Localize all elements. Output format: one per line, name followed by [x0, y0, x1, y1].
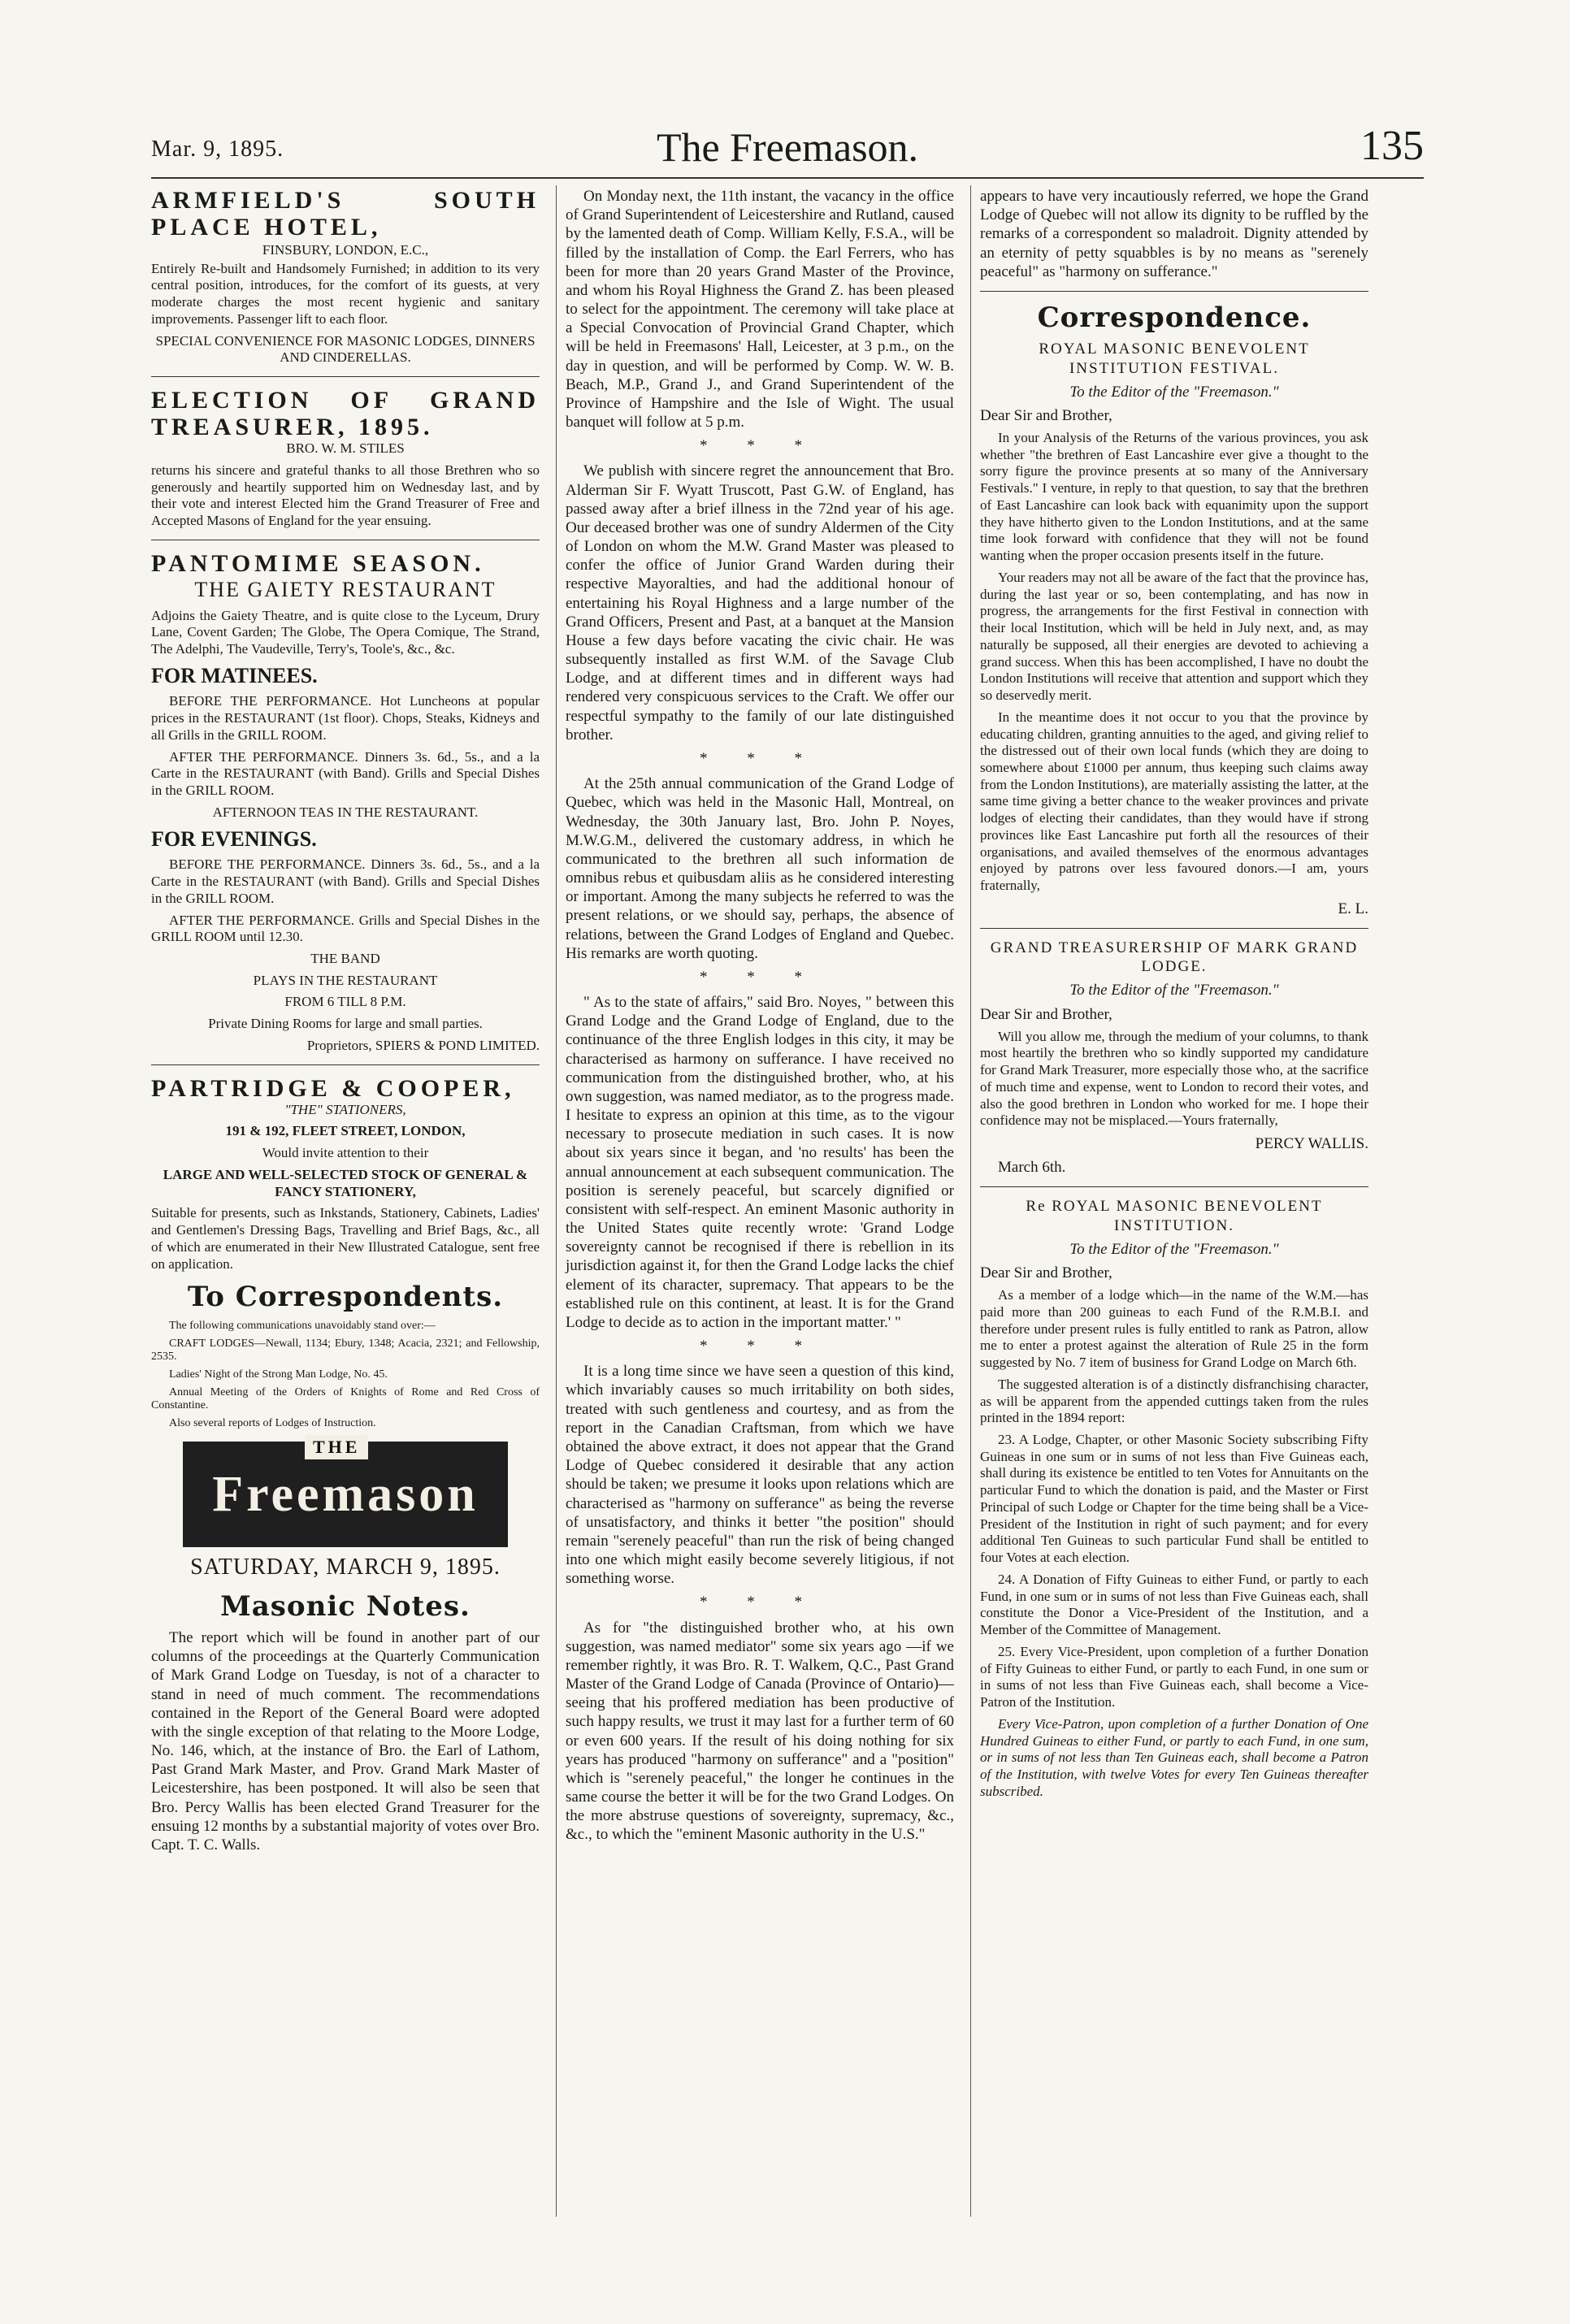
pantomime-title: PANTOMIME SEASON.	[151, 549, 485, 577]
armfield-advert	[151, 187, 540, 366]
rule-clause: 23. A Lodge, Chapter, or other Masonic Society subscribing Fifty Guineas in one sum or in sums of not less than Five Guineas each, shall during its existence be entitled to ten Votes for Annuitants on the particular Fund to which the donation is paid, and the Master or First Principal of such Lodge or Chapter for the time being shall be a Vice-President of the Institution in right of such payment; and for every additional Ten Guineas to such particular Fund shall be entitled to four Votes at each election.	[980, 1432, 1368, 1566]
section-stars: * * *	[700, 437, 820, 455]
divider	[151, 1064, 540, 1065]
article-paragraph: appears to have very incautiously referred, we hope the Grand Lodge of Quebec will not allow its dignity to be ruffled by the remarks of a correspondent so maladroit. Dignity attended by an eternity of petty squabbles is by no means as "serenely peaceful" as "harmony on sufferance."	[980, 188, 1368, 280]
article-paragraph: " As to the state of affairs," said Bro. Noyes, " between this Grand Lodge and the Grand Lodge of England, due to the continuance of the three English lodges in this city, it may be characterised as harmony on sufferance. I have received no communication from the distinguished brother, who, at his own suggestion, was named mediator, as to the progress made. I hesitate to express an opinion at this time, as to the vigour necessary to prosecute mediation in such cases. It is now about six years since it began, and 'no results' has been the annual announcement at each subsequent communication. The position is serenely peaceful, but scarcely dignified or consistent with self-respect. An eminent Masonic authority in the United States quite recently wrote: 'Grand Lodge sovereignty cannot be recognised if there is rebellion in its jurisdiction against it, for then the Grand Lodge lacks the chief element of its character, supremacy. That appears to be the established rule on this continent, at least. It is for the Grand Lodge to decide as to action in the important matter.' "	[566, 994, 954, 1331]
letter-addressee: To the Editor of the "Freemason."	[1069, 1240, 1279, 1258]
issue-date-header: Mar. 9, 1895.	[151, 137, 284, 162]
column-1	[151, 187, 540, 1859]
armfield-title: ARMFIELD'S SOUTH PLACE HOTEL,	[151, 187, 540, 241]
matinees-before: BEFORE THE PERFORMANCE. Hot Luncheons at popular prices in the RESTAURANT (1st floor). Chops, Steaks, Kidneys and all Grills in the GRILL ROOM.	[151, 693, 540, 743]
partridge-invite: Would invite attention to their	[262, 1145, 429, 1161]
article-paragraph: We publish with sincere regret the announcement that Bro. Alderman Sir F. Wyatt Truscott, Past G.W. of England, has passed away after a brief illness in the 72nd year of his age. Our deceased brother was one of sundry Aldermen of the City of London on whom the M.W. Grand Master was pleased to confer the office of Junior Grand Warden during their respective Mayoralties, and had the additional honour of entertaining his Royal Highness and a large number of the Grand Officers, Present and Past, at a banquet at the Mansion House a few days before vacating the civic chair. He was subsequently installed as first W.M. of the Savage Club Lodge, and at different times and in different ways had rendered very conspicuous services to the Craft. We offer our respectful sympathy to the family of our late distinguished brother.	[566, 462, 954, 744]
afternoon-teas: AFTERNOON TEAS IN THE RESTAURANT.	[212, 804, 479, 820]
partridge-title: PARTRIDGE & COOPER,	[151, 1074, 515, 1102]
letter-title: Re ROYAL MASONIC BENEVOLENT INSTITUTION.	[1026, 1198, 1323, 1234]
article-paragraph: It is a long time since we have seen a question of this kind, which invariably causes so much irritability on both sides, treated with such gentleness and courtesy, and as from the report in the Canadian Craftsman, from which we have obtained the above extract, it does not appear that the Grand Lodge of Quebec considered it desirable that any action should be taken; we presume it looks upon relations which are characterised as "harmony on sufferance" as being the reverse of unsatisfactory, and thinks it better "the position" should remain "serenely peaceful" than run the risk of being changed into one which might easily become severely litigious, if not something worse.	[566, 1363, 954, 1588]
letter-salutation: Dear Sir and Brother,	[980, 1264, 1112, 1281]
partridge-address: 191 & 192, FLEET STREET, LONDON,	[225, 1123, 466, 1139]
letter-signature: E. L.	[1338, 900, 1368, 917]
rule-clause: 24. A Donation of Fifty Guineas to either Fund, or partly to each Fund, in one sum or in sums of not less than Five Guineas each, shall constitute the Donor a Vice-President of the Institution, and a Member of the Committee of Management.	[980, 1571, 1368, 1638]
pantomime-body: Adjoins the Gaiety Theatre, and is quite close to the Lyceum, Drury Lane, Covent Garden; The Globe, The Opera Comique, The Strand, The Adelphi, The Vaudeville, Terry's, Toole's, &c., &c.	[151, 607, 540, 657]
freemason-masthead-logo	[183, 1437, 508, 1547]
letter-paragraph: In your Analysis of the Returns of the various provinces, you ask whether "the brethren of East Lancashire ever give a thought to the sorry figure the province presents at so many of the Anniversary Festivals." I venture, in reply to that question, to say that the brethren of East Lancashire can look back with equanimity upon the support they have hitherto given to the London Institutions, and at the same time look forward with confidence that they will not be found wanting when the proper occasion presents itself in the future.	[980, 430, 1368, 564]
correspondents-line: The following communications unavoidably stand over:—	[169, 1319, 436, 1332]
masonic-notes-paragraph: The report which will be found in another part of our columns of the proceedings at the Quarterly Communication of Mark Grand Lodge on Tuesday, is not of a character to stand in need of much comment. The recommendations contained in the Report of the General Board were adopted with the single exception of that relating to the Moore Lodge, No. 146, which, at the instance of Bro. the Earl of Lathom, Past Grand Mark Master, and Prov. Grand Mark Master of Leicestershire, has been postponed. It will also be seen that Bro. Percy Wallis has been elected Grand Treasurer for the ensuing 12 months by a substantial majority of votes over Bro. Capt. T. C. Walls.	[151, 1629, 540, 1854]
page-header	[151, 122, 1424, 179]
gaiety-restaurant: THE GAIETY RESTAURANT	[194, 577, 497, 601]
article-paragraph: As for "the distinguished brother who, at his own suggestion, was named mediator" some six years ago —if we remember rightly, it was Bro. R. T. Walkem, Q.C., Past Grand Master of the Grand Lodge of Canada (Province of Ontario)—seeing that his proffered mediation has been productive of such happy results, we trust it may last for a further term of 60 or even 600 years. If the result of his doing nothing for six years has produced "harmony on sufferance" and a "position" which is "serenely peaceful," the longer he continues in the same course the better it will be for the two Grand Lodges. On the more abstruse questions of sovereignty, supremacy, &c., &c., to which the "eminent Masonic authority in the U.S."	[566, 1619, 954, 1844]
column-3	[980, 187, 1368, 1805]
header-rule	[151, 177, 1424, 179]
letter-paragraph: The suggested alteration is of a distinctly disfranchising character, as will be apparent from the appended cuttings taken from the rules printed in the 1894 report:	[980, 1376, 1368, 1426]
letter-signature: PERCY WALLIS.	[1255, 1135, 1368, 1153]
evenings-after: AFTER THE PERFORMANCE. Grills and Special Dishes in the GRILL ROOM until 12.30.	[151, 912, 540, 945]
election-advert	[151, 387, 540, 530]
section-stars: * * *	[700, 749, 820, 767]
column-divider-2	[970, 185, 971, 2217]
divider	[980, 1186, 1368, 1187]
newspaper-title: The Freemason.	[656, 124, 919, 170]
letter-title: GRAND TREASURERSHIP OF MARK GRAND LODGE.	[990, 939, 1359, 976]
correspondence-heading: Correspondence.	[1037, 301, 1312, 334]
letter-addressee: To the Editor of the "Freemason."	[1069, 383, 1279, 401]
correspondents-line: Ladies' Night of the Strong Man Lodge, No. 45.	[169, 1368, 388, 1381]
letter-paragraph: Will you allow me, through the medium of your columns, to thank most heartily the brethren who so kindly supported my candidature for Grand Mark Treasurer, more especially those who, at the sacrifice of much time and expense, went to London to record their votes, and also the good brethren in London who worked for me. I hope their confidence may not be misplaced.—Yours fraternally,	[980, 1028, 1368, 1129]
masonic-notes-heading: Masonic Notes.	[220, 1589, 471, 1623]
divider	[151, 376, 540, 377]
rule-clause: Every Vice-Patron, upon completion of a further Donation of One Hundred Guineas to either Fund, or partly to each Fund, in one sum, or in sums of not less than Ten Guineas each, shall become a Patron of the Institution, with twelve Votes for every Ten Guineas thereafter subscribed.	[980, 1715, 1368, 1799]
letter-title: ROYAL MASONIC BENEVOLENT INSTITUTION FESTIVAL.	[1039, 340, 1310, 377]
letter-salutation: Dear Sir and Brother,	[980, 406, 1112, 424]
issue-date: SATURDAY, MARCH 9, 1895.	[190, 1554, 501, 1580]
article-paragraph: At the 25th annual communication of the Grand Lodge of Quebec, which was held in the Masonic Hall, Montreal, on Wednesday, the 30th January last, Bro. John P. Noyes, M.W.G.M., delivered the customary address, in which he communicated to the brethren all such information de omnibus rebus et quibusdam aliis as he considered interesting or important. Among the many subjects he referred to was the present relations, or we should say, perhaps, the absence of relations, between the Grand Lodges of England and Quebec. His remarks are worth quoting.	[566, 775, 954, 962]
correspondents-line: CRAFT LODGES—Newall, 1134; Ebury, 1348; Acacia, 2321; and Fellowship, 2535.	[151, 1337, 540, 1363]
section-stars: * * *	[700, 1338, 820, 1355]
election-name: BRO. W. M. STILES	[286, 440, 405, 457]
evenings-heading: FOR EVENINGS.	[151, 826, 317, 851]
correspondents-line: Also several reports of Lodges of Instruction.	[169, 1417, 376, 1430]
article-paragraph: On Monday next, the 11th instant, the vacancy in the office of Grand Superintendent of Leicestershire and Rutland, caused by the lamented death of Comp. William Kelly, F.S.A., will be filled by the installation of Comp. the Earl Ferrers, who has been for more than 20 years Grand Master of the Province, and whom his Royal Highness the Grand Z. has been pleased to select for the appointment. The ceremony will take place at a Special Convocation of Provincial Grand Chapter, which will be held in Freemasons' Hall, Leicester, at 3 p.m., on the day in question, and will be performed by Comp. W. W. B. Beach, M.P., Grand J., and Grand Superintendent of the Province of Hampshire and the Isle of Wight. The usual banquet will follow at 5 p.m.	[566, 188, 955, 431]
rule-clause: 25. Every Vice-President, upon completion of a further Donation of Fifty Guineas to either Fund, or partly to each Fund, in one sum or in sums of not less than Five Guineas each, shall become a Vice-Patron of the Institution.	[980, 1643, 1368, 1710]
armfield-special: SPECIAL CONVENIENCE FOR MASONIC LODGES, DINNERS AND CINDERELLAS.	[155, 332, 536, 366]
band-line-1: THE BAND	[310, 950, 380, 966]
matinees-after: AFTER THE PERFORMANCE. Dinners 3s. 6d., 5s., and a la Carte in the RESTAURANT (with Band). Grills and Special Dishes in the GRILL ROOM.	[151, 748, 540, 799]
masthead-the: THE	[305, 1435, 368, 1459]
letter-salutation: Dear Sir and Brother,	[980, 1005, 1112, 1023]
page-number: 135	[1360, 123, 1424, 169]
partridge-sub: "THE" STATIONERS,	[284, 1101, 406, 1117]
section-stars: * * *	[700, 968, 820, 986]
matinees-heading: FOR MATINEES.	[151, 663, 318, 687]
divider	[980, 928, 1368, 929]
election-title: ELECTION OF GRAND TREASURER, 1895.	[151, 387, 540, 441]
election-body: returns his sincere and grateful thanks to all those Brethren who so generously and heartily supported him on Wednesday last, and by their vote and interest Elected him the Grand Treasurer of Free and Accepted Masons of England for the year ensuing.	[151, 462, 540, 529]
letter-paragraph: In the meantime does it not occur to you that the province by educating children, granting annuities to the aged, and giving relief to the distressed out of their own local funds (which they are doing to somewhere about £1000 per annum, thus keeping such claims away from the London Institutions), are materially assisting the latter, at the same time giving a better chance to the weaker provinces and private lodges of electing their candidates, than they would have if strong provinces like East Lancashire put forth all the resources of their organisations, and availed themselves of the enormous advantages enjoyed by patrons over less favoured donors.—I am, yours fraternally,	[980, 709, 1368, 894]
correspondents-heading: To Correspondents.	[187, 1281, 504, 1314]
evenings-before: BEFORE THE PERFORMANCE. Dinners 3s. 6d., 5s., and a la Carte in the RESTAURANT (with Band). Grills and Special Dishes in the GRILL ROOM.	[151, 856, 540, 906]
letter-paragraph: Your readers may not all be aware of the fact that the province has, during the last year or so, been contemplating, and has now in progress, the arrangements for the first Festival in connection with their local Institution, which will be held in July next, and, as may naturally be supposed, all their energies are devoted to achieving a grand success. When this has been accomplished, I have no doubt the London Institutions will receive that attention and support which they so deservedly merit.	[980, 569, 1368, 704]
private-dining: Private Dining Rooms for large and small parties.	[208, 1016, 483, 1032]
column-2	[566, 187, 954, 1849]
partridge-stock: LARGE AND WELL-SELECTED STOCK OF GENERAL & FANCY STATIONERY,	[163, 1166, 528, 1199]
letter-paragraph: As a member of a lodge which—in the name of the W.M.—has paid more than 200 guineas to each Fund of the R.M.B.I. and therefore under present rules is fully entitled to rank as Patron, allow me to enter a protest against the alteration of Rule 25 in the form suggested by No. 7 item of business for Grand Lodge on March 6th.	[980, 1287, 1368, 1371]
pantomime-advert	[151, 550, 540, 1055]
band-line-3: FROM 6 TILL 8 P.M.	[284, 994, 406, 1010]
section-stars: * * *	[700, 1593, 820, 1611]
partridge-advert	[151, 1075, 540, 1273]
band-line-2: PLAYS IN THE RESTAURANT	[253, 972, 438, 988]
letter-date: March 6th.	[998, 1159, 1066, 1177]
letter-addressee: To the Editor of the "Freemason."	[1069, 982, 1279, 999]
armfield-address: FINSBURY, LONDON, E.C.,	[262, 242, 429, 258]
correspondents-line: Annual Meeting of the Orders of Knights of Rome and Red Cross of Constantine.	[151, 1386, 540, 1412]
divider	[980, 291, 1368, 292]
armfield-body: Entirely Re-built and Handsomely Furnished; in addition to its very central position, introduces, for the comfort of its guests, at very moderate charges the most recent hygienic and sanitary improvements. Passenger lift to each floor.	[151, 260, 540, 327]
proprietors: Proprietors, SPIERS & POND LIMITED.	[306, 1037, 540, 1053]
partridge-body: Suitable for presents, such as Inkstands, Stationery, Cabinets, Ladies' and Gentlemen's Dressing Bags, Travelling and Brief Bags, &c., all of which are enumerated in their New Illustrated Catalogue, sent free on application.	[151, 1205, 540, 1272]
column-divider-1	[556, 185, 557, 2217]
masthead-name: Freemason	[212, 1467, 479, 1523]
